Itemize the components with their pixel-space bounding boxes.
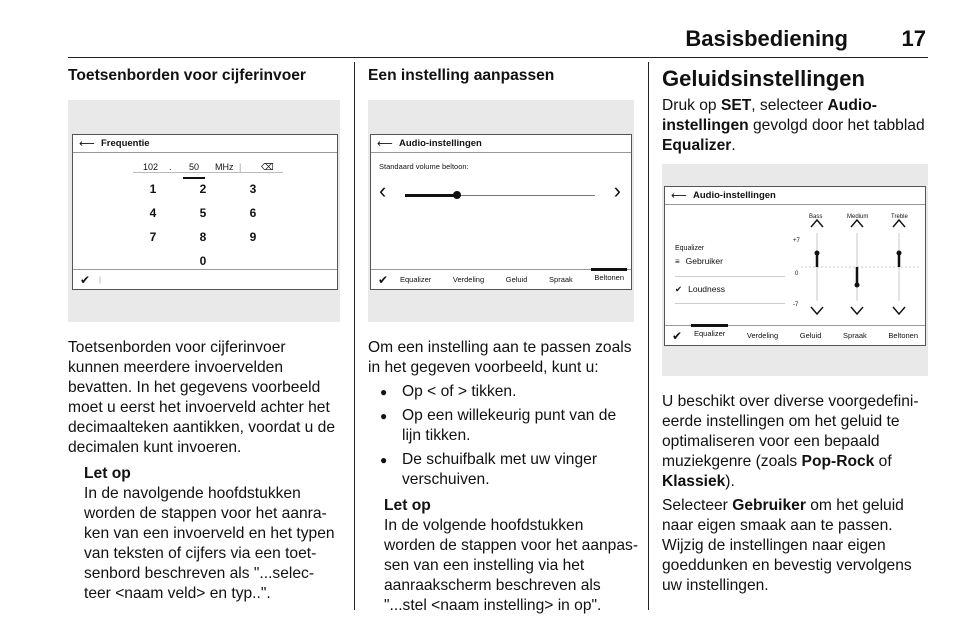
screen-title: Audio-instellingen	[399, 138, 482, 149]
set-term: SET	[720, 97, 752, 114]
note-text: In de navolgende hoofdstukken worden de stappen voor het aanra-ken van een invoerveld en het typen van teksten of cijfers via een toet-senbord beschreven als "...selec-teer <naam veld> en typ..".	[84, 485, 335, 602]
key-1: 1	[149, 182, 157, 196]
tab-spraak: Spraak	[843, 331, 867, 340]
loudness-option: ✔ Loudness	[675, 279, 785, 304]
frequency-field-integer: 102	[143, 162, 159, 172]
tab-verdeling: Verdeling	[452, 275, 485, 284]
pop-rock-term: Pop-Rock	[801, 453, 875, 470]
audio-settings-term: Audio-instellingen	[662, 97, 877, 134]
numeric-keyboard-heading: Toetsenborden voor cijferinvoer	[68, 67, 306, 84]
scale-plus: +7	[793, 238, 800, 244]
band-bass: Bass	[809, 214, 823, 220]
unit-label: MHz	[215, 162, 234, 172]
key-8: 8	[199, 230, 207, 244]
confirm-check-icon: ✔	[80, 273, 91, 287]
screen-title-bar	[371, 135, 631, 153]
header-rule	[68, 57, 928, 58]
slider-fill	[405, 194, 455, 197]
volume-slider-screenshot	[368, 100, 634, 322]
screen-bottom-bar	[371, 269, 631, 289]
note-heading: Let op	[84, 465, 131, 482]
tab-geluid: Geluid	[799, 331, 822, 340]
note-2	[384, 496, 638, 616]
list-item: ● De schuifbalk met uw vinger verschuiven.	[368, 450, 638, 490]
numeric-keyboard-screenshot	[68, 100, 340, 322]
tab-verdeling: Verdeling	[746, 331, 779, 340]
ringtone-volume-label: Standaard volume beltoon:	[379, 162, 469, 171]
back-arrow-icon: ⟵	[671, 190, 687, 202]
key-0: 0	[199, 254, 207, 268]
slider-knob	[453, 191, 461, 199]
key-4: 4	[149, 206, 157, 220]
equalizer-label: Equalizer	[675, 245, 705, 252]
tab-spraak: Spraak	[549, 275, 573, 284]
tab-beltonen: Beltonen	[591, 268, 627, 290]
tab-geluid: Geluid	[505, 275, 528, 284]
numeric-keyboard-text: Toetsenborden voor cijferinvoer kunnen meerdere invoervelden bevatten. In het gegevens voorbeeld moet u eerst het invoerveld achter het decimaalteken aantikken, voordat u de decimalen kunt invoeren.	[68, 339, 335, 456]
screen-bottom-bar	[665, 325, 925, 345]
scale-zero: 0	[795, 271, 799, 277]
user-term: Gebruiker	[732, 497, 806, 514]
column-divider-1	[354, 62, 355, 610]
key-2: 2	[199, 182, 207, 196]
key-6: 6	[249, 206, 257, 220]
tab-beltonen: Beltonen	[888, 331, 918, 340]
column-2	[368, 66, 638, 616]
back-arrow-icon: ⟵	[377, 138, 393, 150]
back-arrow-icon: ⟵	[79, 138, 95, 150]
decimal-dot: .	[169, 162, 172, 172]
note-text: In de volgende hoofdstukken worden de stappen voor het aanpas-sen van een instelling via het aanraakscherm beschreven als "...stel <naam instelling> in op".	[384, 517, 639, 614]
screen-title-bar	[73, 135, 337, 153]
equalizer-screenshot	[662, 164, 928, 376]
key-7: 7	[149, 230, 157, 244]
adjust-options-list	[368, 382, 638, 490]
key-9: 9	[249, 230, 257, 244]
screen-title: Frequentie	[101, 138, 150, 149]
entry-underline	[133, 172, 283, 173]
equalizer-term: Equalizer	[662, 137, 732, 154]
klassiek-term: Klassiek	[662, 473, 726, 490]
field-separator: |	[239, 162, 242, 172]
screen-title: Audio-instellingen	[693, 190, 776, 201]
audio-tabs	[397, 270, 627, 290]
band-treble: Treble	[891, 214, 908, 220]
loudness-check-icon: ✔	[675, 284, 683, 294]
equalizer-icon: ≡	[675, 257, 680, 266]
confirm-check-icon: ✔	[378, 273, 389, 287]
audio-tabs	[691, 326, 921, 346]
backspace-icon: ⌫	[261, 162, 274, 172]
presets-text: U beschikt over diverse voorgedefini-eerde instellingen om het geluid te optimaliseren voor een bepaald muziekgenre (zoals Pop-Rock of Klassiek).	[662, 393, 919, 490]
slider-right-arrow-icon: ›	[613, 178, 621, 203]
sound-settings-intro: Druk op SET, selecteer Audio-instellingen gevolgd door het tabblad Equalizer.	[662, 97, 925, 154]
column-3	[662, 66, 930, 600]
slider-left-arrow-icon: ‹	[379, 178, 387, 203]
user-preset-text: Selecteer Gebruiker om het geluid naar eigen smaak aan te passen. Wijzig de instellingen naar eigen goeddunken en bevestig vervolgens uw instellingen.	[662, 497, 912, 594]
screen-bottom-bar	[73, 269, 337, 289]
audio-settings-screen	[370, 134, 632, 290]
scale-minus: -7	[793, 302, 799, 308]
list-item: ● Op < of > tikken.	[368, 382, 638, 402]
frequency-screen	[72, 134, 338, 290]
note-1	[84, 464, 340, 604]
preset-user: ≡ Gebruiker	[675, 251, 785, 277]
confirm-check-icon: ✔	[672, 329, 683, 343]
screen-title-bar	[665, 187, 925, 205]
equalizer-bars	[795, 217, 923, 325]
page-number: 17	[901, 26, 926, 51]
list-item: ● Op een willekeurig punt van de lijn tikken.	[368, 406, 638, 446]
adjust-setting-heading: Een instelling aanpassen	[368, 67, 555, 84]
equalizer-screen	[664, 186, 926, 346]
tab-equalizer: Equalizer	[691, 324, 728, 346]
tab-equalizer: Equalizer	[400, 275, 432, 284]
frequency-entry-row	[143, 157, 293, 173]
frequency-field-decimal: 50	[183, 157, 205, 179]
adjust-intro: Om een instelling aan te passen zoals in het gegeven voorbeeld, kunt u:	[368, 339, 632, 376]
column-1	[68, 66, 340, 604]
column-divider-2	[648, 62, 649, 610]
note-heading: Let op	[384, 497, 431, 514]
page-header	[68, 26, 928, 56]
numeric-keypad	[143, 179, 273, 269]
section-title: Basisbediening	[685, 26, 848, 51]
key-5: 5	[199, 206, 207, 220]
bottom-separator: |	[99, 275, 101, 284]
band-medium: Medium	[847, 214, 869, 220]
key-3: 3	[249, 182, 257, 196]
sound-settings-heading: Geluidsinstellingen	[662, 66, 865, 91]
